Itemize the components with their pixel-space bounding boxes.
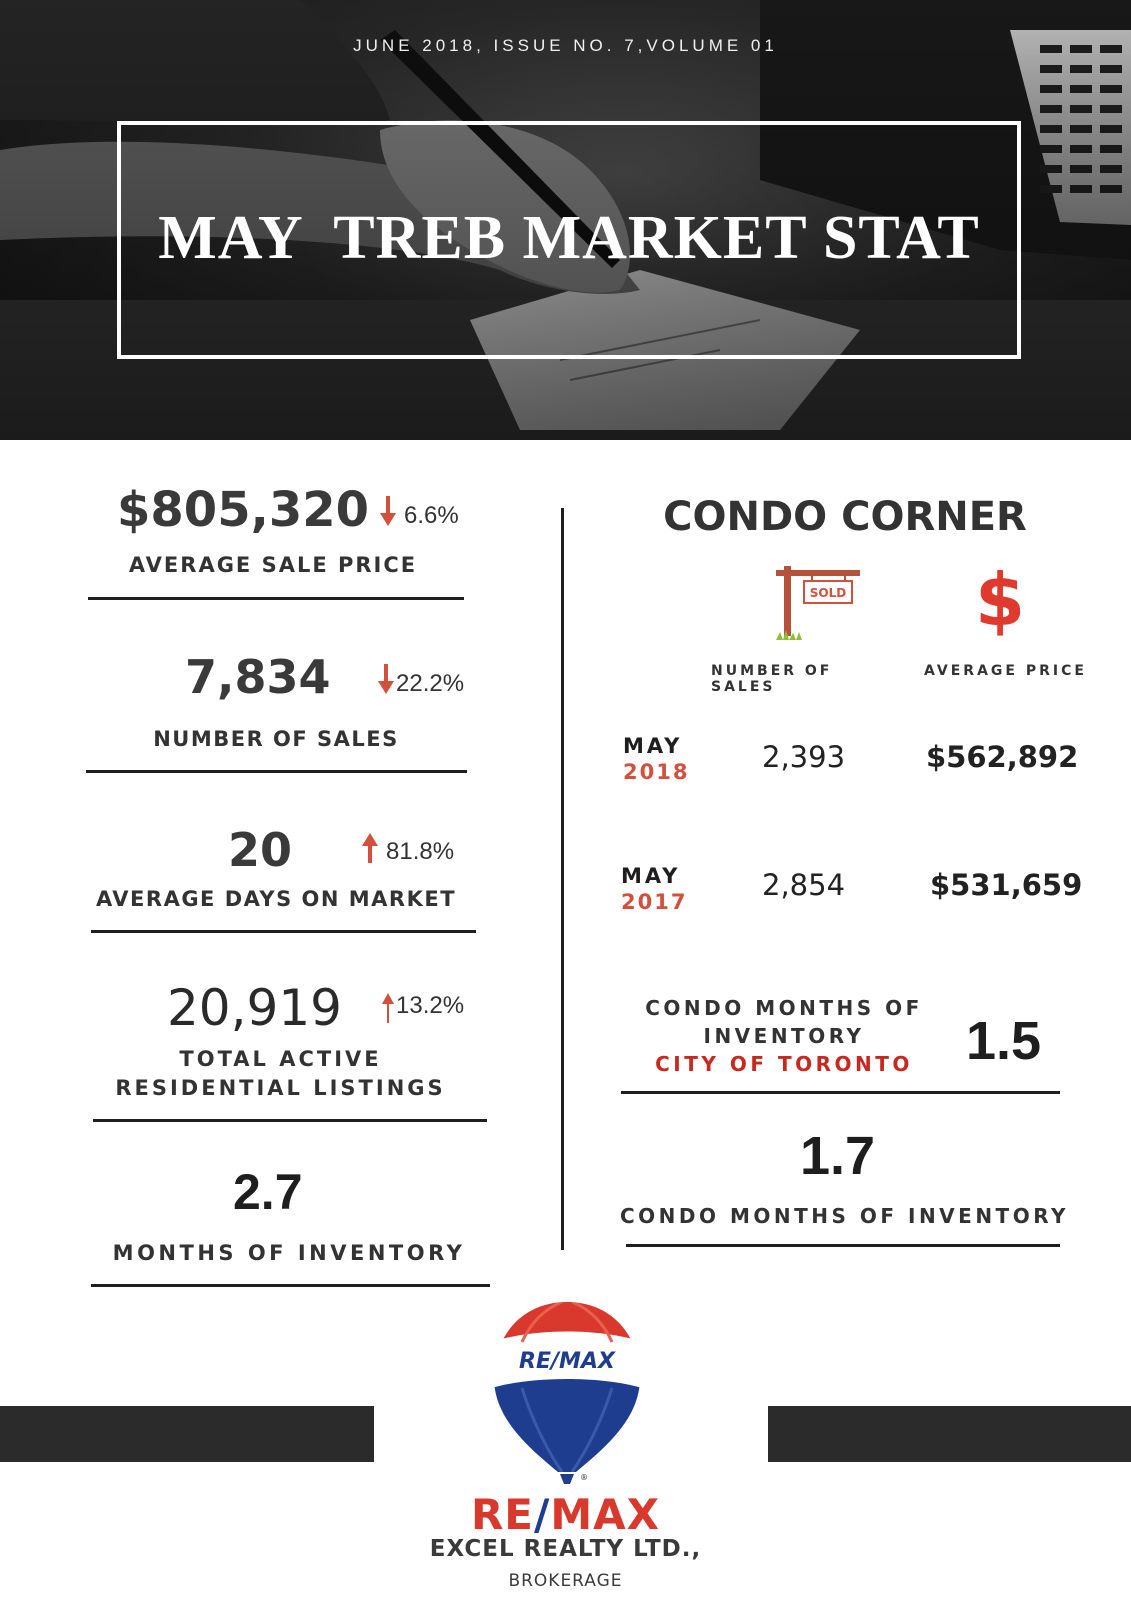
dollar-icon: $	[974, 558, 1026, 642]
arrow-down-icon	[378, 664, 394, 694]
column-divider	[561, 508, 564, 1250]
divider-line	[621, 1091, 1060, 1094]
page-title: MAY TREB MARKET STAT	[158, 204, 980, 272]
divider-line	[86, 770, 467, 773]
avg-days-value: 20	[228, 823, 293, 877]
active-listings-value: 20,919	[167, 979, 342, 1037]
arrow-up-icon	[380, 993, 396, 1023]
condo-price-2017: $531,659	[930, 868, 1083, 902]
condo-sales-2018: 2,393	[762, 740, 846, 774]
divider-line	[91, 1284, 490, 1287]
avg-sale-price-change: 6.6%	[404, 502, 459, 529]
divider-line	[88, 597, 464, 600]
condo-inventory-value: 1.7	[800, 1126, 876, 1186]
toronto-inventory-line3: CITY OF TORONTO	[655, 1052, 913, 1076]
col-header-sales-line1: NUMBER OF	[711, 663, 833, 679]
brand-re: RE	[470, 1490, 534, 1539]
company-name: EXCEL REALTY LTD.,	[429, 1536, 702, 1562]
remax-balloon-logo	[492, 1300, 642, 1490]
months-inventory-value: 2.7	[233, 1164, 303, 1220]
balloon-text: RE/MAX	[519, 1349, 615, 1374]
condo-inventory-label: CONDO MONTHS OF INVENTORY	[620, 1204, 1069, 1228]
brand-slash: /	[534, 1490, 551, 1539]
condo-sales-2017: 2,854	[762, 868, 846, 902]
sold-sign-icon	[776, 566, 860, 644]
col-header-sales-line2: SALES	[711, 679, 776, 695]
remax-wordmark	[0, 1490, 1131, 1539]
toronto-inventory-line2: INVENTORY	[703, 1024, 865, 1048]
title-frame	[117, 121, 1021, 359]
divider-line	[91, 930, 476, 933]
row-month: MAY	[623, 734, 683, 758]
brand-max: MAX	[550, 1490, 661, 1539]
sold-sign-text: SOLD	[809, 586, 847, 600]
avg-days-change: 81.8%	[386, 838, 455, 865]
avg-sale-price-label: AVERAGE SALE PRICE	[128, 553, 418, 577]
row-month: MAY	[621, 864, 681, 888]
condo-corner-title: CONDO CORNER	[663, 494, 1027, 540]
registered-mark: ®	[580, 1473, 588, 1482]
row-year: 2017	[621, 890, 688, 914]
divider-line	[626, 1244, 1060, 1247]
issue-line: JUNE 2018, ISSUE NO. 7,VOLUME 01	[353, 36, 778, 55]
number-of-sales-value: 7,834	[185, 650, 331, 704]
footer-band-left	[0, 1406, 374, 1462]
toronto-inventory-line1: CONDO MONTHS OF	[645, 996, 923, 1020]
arrow-down-icon	[380, 496, 396, 526]
toronto-inventory-value: 1.5	[966, 1011, 1042, 1071]
arrow-up-icon	[362, 833, 378, 863]
row-year: 2018	[623, 760, 690, 784]
active-listings-label-line1: TOTAL ACTIVE	[179, 1047, 382, 1071]
avg-sale-price-value: $805,320	[117, 482, 370, 538]
number-of-sales-change: 22.2%	[396, 670, 465, 697]
hero-banner	[0, 0, 1131, 440]
months-inventory-label: MONTHS OF INVENTORY	[112, 1241, 466, 1265]
brokerage-label: BROKERAGE	[508, 1571, 623, 1591]
number-of-sales-label: NUMBER OF SALES	[153, 727, 399, 751]
divider-line	[93, 1119, 487, 1122]
active-listings-change: 13.2%	[396, 992, 465, 1019]
avg-days-label: AVERAGE DAYS ON MARKET	[95, 887, 457, 911]
col-header-price: AVERAGE PRICE	[924, 663, 1087, 679]
condo-price-2018: $562,892	[926, 740, 1079, 774]
footer-band-right	[768, 1406, 1131, 1462]
active-listings-label-line2: RESIDENTIAL LISTINGS	[115, 1076, 446, 1100]
